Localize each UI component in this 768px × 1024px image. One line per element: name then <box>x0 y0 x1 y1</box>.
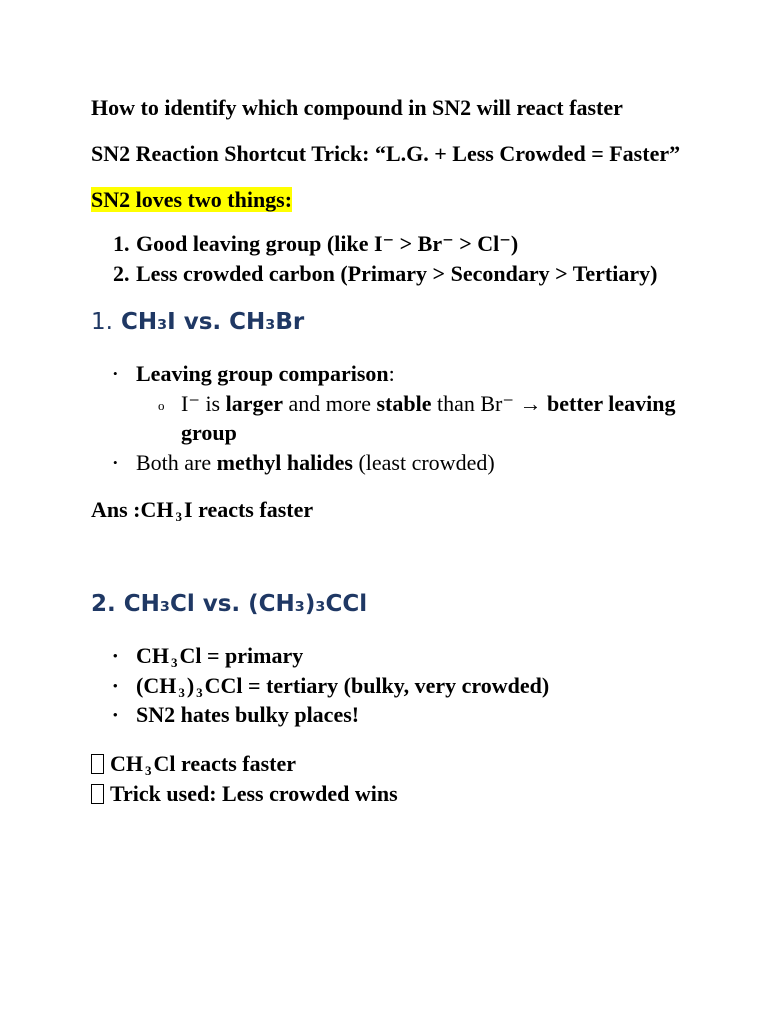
text-run: and more <box>283 390 377 416</box>
text-run: CCl = tertiary (bulky, very crowded) <box>204 672 550 698</box>
section-2-trick-used <box>91 779 691 809</box>
loves-heading-line <box>91 185 691 215</box>
bullet-icon: • <box>113 366 118 381</box>
section-1-number: 1. <box>91 309 113 335</box>
text-run: Ans :CH <box>91 497 174 522</box>
list-item <box>91 359 691 448</box>
subscript: 3 <box>145 762 152 778</box>
section-1-bullets <box>91 359 691 477</box>
bullet-icon: • <box>113 648 118 663</box>
text-run-bold: methyl halides <box>216 449 353 475</box>
bullet-icon: • <box>113 707 118 722</box>
text-run: ) <box>186 672 195 698</box>
document-page <box>91 93 691 809</box>
text-run: CH <box>110 750 143 776</box>
subscript: 3 <box>196 684 203 700</box>
missing-glyph-icon <box>91 784 104 804</box>
text-run: SN2 hates bulky places! <box>136 702 360 727</box>
list-item <box>91 448 691 478</box>
sub-list-item <box>136 389 691 448</box>
loves-list <box>91 229 691 289</box>
section-2-result <box>91 749 691 779</box>
shortcut-trick-line: SN2 Reaction Shortcut Trick: “L.G. + Less Crowded = Faster” <box>91 141 681 166</box>
subscript: 3 <box>171 655 178 670</box>
section-2-heading: 2. CH₃Cl vs. (CH₃)₃CCl <box>91 591 368 617</box>
circle-bullet-icon: o <box>158 397 165 413</box>
list-item <box>91 671 691 701</box>
text-run: Cl reacts faster <box>153 750 297 776</box>
text-run: Cl = primary <box>179 643 304 668</box>
list-number: 1. <box>113 231 130 256</box>
list-item <box>91 229 691 259</box>
text-run-bold: stable <box>376 390 432 416</box>
text-run: I⁻ is <box>181 390 226 416</box>
text-run: Both are <box>136 449 217 475</box>
section-2-bullets <box>91 641 691 730</box>
text-run: (least crowded) <box>352 449 495 475</box>
missing-glyph-icon <box>91 754 104 774</box>
text-run: I reacts faster <box>184 497 314 522</box>
list-item <box>91 641 691 671</box>
list-item-text: Less crowded carbon (Primary > Secondary > Tertiary) <box>136 261 658 286</box>
text-run: CH <box>136 643 169 668</box>
list-item <box>91 259 691 289</box>
bullet-icon: • <box>113 677 118 693</box>
subscript: 3 <box>175 509 183 524</box>
text-run: than Br⁻ → <box>431 390 547 416</box>
text-run-bold: larger <box>225 390 284 416</box>
document-title: How to identify which compound in SN2 will react faster <box>91 95 623 120</box>
section-1-answer <box>91 495 691 525</box>
text-run: Trick used: Less crowded wins <box>110 780 398 806</box>
text-run: (CH <box>136 672 177 698</box>
highlighted-heading: SN2 loves two things: <box>91 187 293 212</box>
section-1-heading <box>91 307 691 337</box>
bullet-icon: • <box>113 454 118 470</box>
list-item-text: Good leaving group (like I⁻ > Br⁻ > Cl⁻) <box>136 231 519 256</box>
subscript: 3 <box>178 684 185 700</box>
sub-bullets <box>136 389 691 448</box>
list-item <box>91 700 691 730</box>
text-run-bold: better leaving group <box>181 390 676 445</box>
bullet-colon: : <box>388 361 395 386</box>
list-number: 2. <box>113 261 130 286</box>
bullet-label: Leaving group comparison <box>136 361 389 386</box>
section-1-title: CH₃I vs. CH₃Br <box>120 309 305 335</box>
